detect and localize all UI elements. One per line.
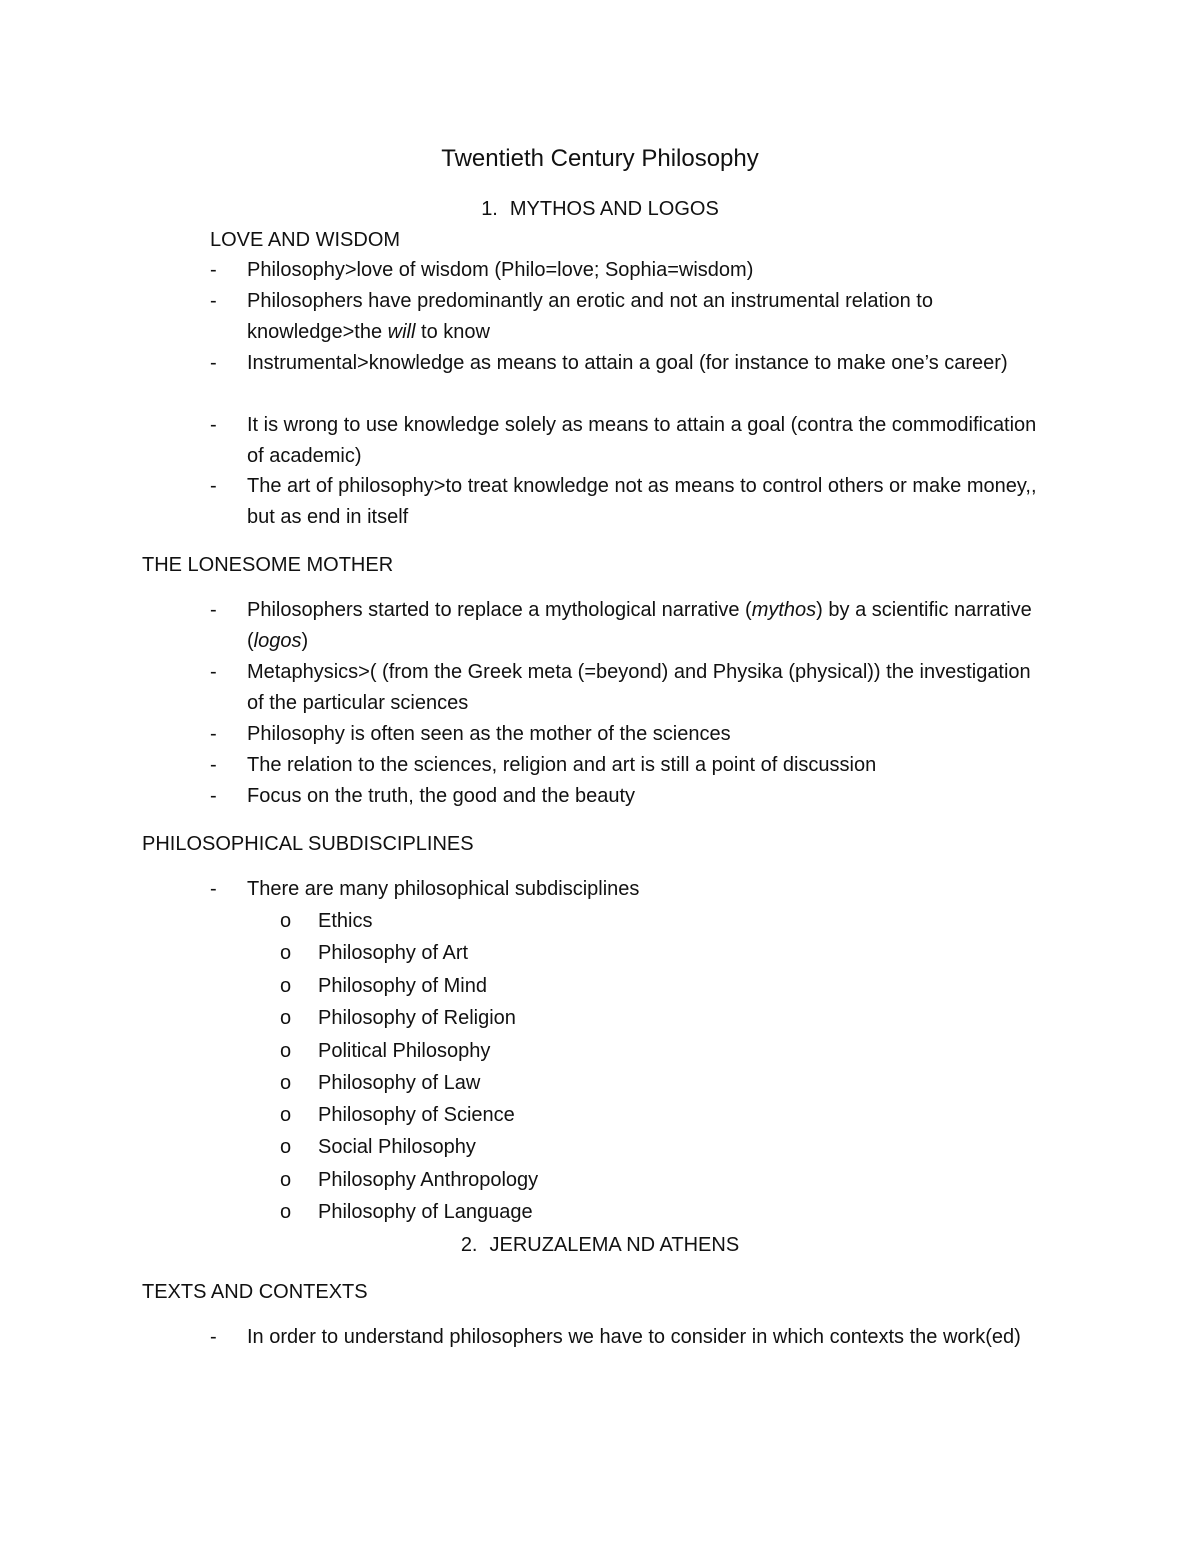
list-item — [210, 255, 1040, 286]
section-2-title: JERUZALEMA ND ATHENS — [489, 1234, 740, 1256]
list-item-text: Focus on the truth, the good and the beauty — [247, 785, 636, 807]
circle-bullet: o — [280, 1201, 292, 1223]
list-item-text: Instrumental>knowledge as means to attain a goal (for instance to make one’s career) — [247, 352, 1008, 374]
circle-bullet: o — [280, 1169, 292, 1191]
sub-list-item — [280, 970, 487, 1002]
list-item — [210, 410, 1040, 472]
sub-list-item — [280, 1099, 515, 1131]
circle-bullet: o — [280, 1136, 292, 1158]
document-title: Twentieth Century Philosophy — [441, 145, 759, 172]
emphasis: mythos — [751, 599, 817, 621]
sub-list-item-text: Social Philosophy — [318, 1136, 476, 1158]
sub-list-item-text: Philosophy of Mind — [318, 975, 487, 997]
sub-list-item — [280, 1164, 538, 1196]
dash-bullet: - — [210, 661, 217, 683]
list-item-text: The art of philosophy>to treat knowledge not as means to control others or make money,, but as end in itself — [247, 475, 1037, 528]
circle-bullet: o — [280, 1104, 292, 1126]
emphasis: will — [387, 321, 416, 343]
dash-bullet: - — [210, 878, 217, 900]
list-item-text: Philosophy>love of wisdom (Philo=love; Sophia=wisdom) — [247, 259, 754, 281]
dash-bullet: - — [210, 259, 217, 281]
circle-bullet: o — [280, 942, 292, 964]
list-item-text: Philosophy is often seen as the mother of the sciences — [247, 723, 731, 745]
list-item-text: In order to understand philosophers we have to consider in which contexts the work(ed) — [247, 1326, 1021, 1348]
dash-bullet: - — [210, 1326, 217, 1348]
dash-bullet: - — [210, 352, 217, 374]
sub-list-item — [280, 937, 468, 969]
sub-list-item — [280, 1196, 533, 1228]
dash-bullet: - — [210, 754, 217, 776]
circle-bullet: o — [280, 1040, 292, 1062]
sub-list-item-text: Philosophy of Art — [318, 942, 469, 964]
sub-list-item-text: Philosophy Anthropology — [318, 1169, 539, 1191]
section-1-number: 1. — [481, 198, 498, 220]
sub-list-item-text: Philosophy of Science — [318, 1104, 515, 1126]
list-item-text: There are many philosophical subdisciplines — [247, 878, 640, 900]
section-2-number: 2. — [460, 1234, 478, 1256]
list-item — [210, 750, 1040, 781]
dash-bullet: - — [210, 290, 217, 312]
list-item — [210, 719, 1040, 750]
subdisciplines-heading: PHILOSOPHICAL SUBDISCIPLINES — [142, 833, 474, 855]
list-item — [210, 595, 1040, 657]
list-item-text: Metaphysics>( (from the Greek meta (=beyond) and Physika (physical)) the investigation of the particular sciences — [247, 661, 1031, 714]
list-item-text: Philosophers started to replace a mythological narrative (mythos) by a scientific narrative (logos) — [247, 599, 1032, 652]
list-item-text: The relation to the sciences, religion and art is still a point of discussion — [247, 754, 877, 776]
lonesome-mother-heading: THE LONESOME MOTHER — [142, 554, 394, 576]
sub-list-item — [280, 1002, 516, 1034]
circle-bullet: o — [280, 975, 292, 997]
dash-bullet: - — [210, 723, 217, 745]
list-item-text: Philosophers have predominantly an erotic and not an instrumental relation to knowledge>the will to know — [247, 290, 933, 343]
section-1-title: MYTHOS AND LOGOS — [509, 198, 719, 220]
emphasis: logos — [253, 630, 302, 652]
love-wisdom-heading: LOVE AND WISDOM — [210, 229, 401, 251]
list-item — [210, 657, 1040, 719]
sub-list-item — [280, 1035, 490, 1067]
list-item — [210, 286, 1040, 348]
sub-list-item-text: Philosophy of Religion — [318, 1007, 516, 1029]
dash-bullet: - — [210, 475, 217, 497]
list-item-text: It is wrong to use knowledge solely as means to attain a goal (contra the commodification of academic) — [247, 414, 1037, 467]
sub-list-item-text: Political Philosophy — [318, 1040, 491, 1062]
dash-bullet: - — [210, 599, 217, 621]
sub-list-item-text: Philosophy of Language — [318, 1201, 533, 1223]
texts-contexts-heading: TEXTS AND CONTEXTS — [142, 1281, 368, 1303]
list-item — [210, 348, 1040, 379]
sub-list-item — [280, 1067, 480, 1099]
list-item — [210, 471, 1040, 533]
list-item — [210, 781, 1040, 812]
circle-bullet: o — [280, 1072, 292, 1094]
circle-bullet: o — [280, 1007, 292, 1029]
sub-list-item — [280, 905, 372, 937]
dash-bullet: - — [210, 785, 217, 807]
list-item — [210, 1322, 1040, 1353]
sub-list-item — [280, 1131, 476, 1163]
sub-list-item-text: Philosophy of Law — [318, 1072, 481, 1094]
list-item — [210, 874, 1040, 905]
sub-list-item-text: Ethics — [318, 910, 373, 932]
section-1-heading — [0, 196, 1200, 222]
dash-bullet: - — [210, 414, 217, 436]
circle-bullet: o — [280, 910, 292, 932]
section-2-heading — [0, 1232, 1200, 1258]
